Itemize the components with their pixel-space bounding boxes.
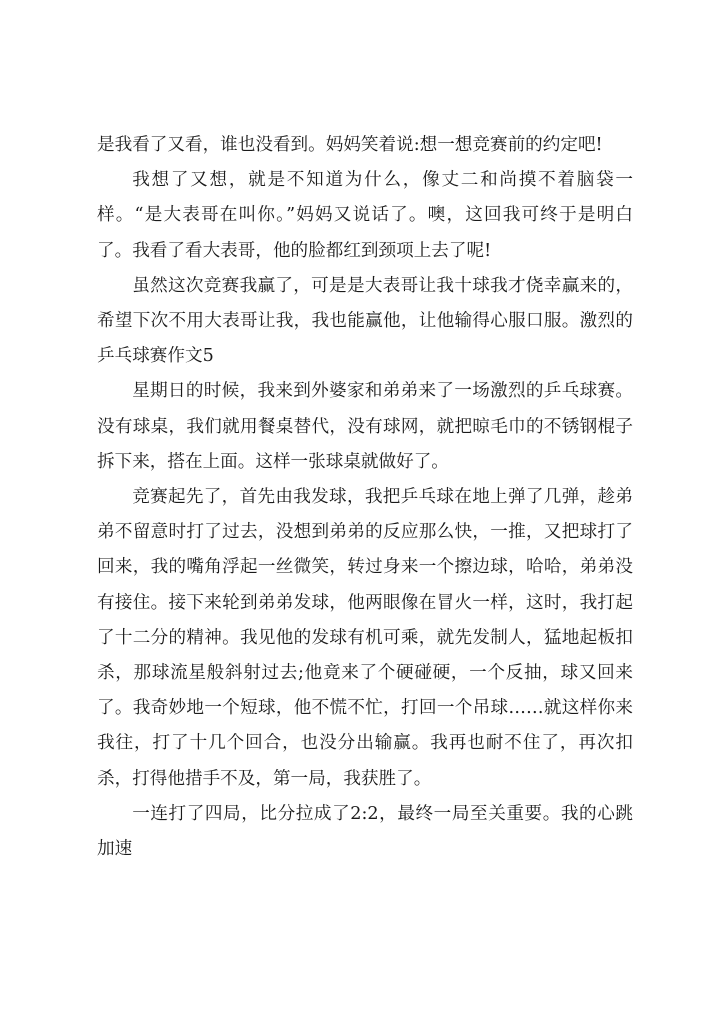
paragraph-3: 虽然这次竞赛我赢了，可是是大表哥让我十球我才侥幸赢来的，希望下次不用大表哥让我，我也能赢他，让他输得心服口服。激烈的乒乓球赛作文5 [97,275,633,367]
paragraph-1: 是我看了又看，谁也没看到。妈妈笑着说:想一想竞赛前的约定吧! [97,135,603,155]
paragraph-5: 竞赛起先了，首先由我发球，我把乒乓球在地上弹了几弹，趁弟弟不留意时打了过去，没想到弟弟的反应那么快，一推，又把球打了回来，我的嘴角浮起一丝微笑，转过身来一个擦边球，哈哈，弟弟没有接住。接下来轮到弟弟发球，他两眼像在冒火一样，这时，我打起了十二分的精神。我见他的发球有机可乘，就先发制人，猛地起板扣杀，那球流星般斜射过去;他竟来了个硬碰硬，一个反抽，球又回来了。我奇妙地一个短球，他不慌不忙，打回一个吊球……就这样你来我往，打了十几个回合，也没分出输赢。我再也耐不住了，再次扣杀，打得他措手不及，第一局，我获胜了。 [97,487,633,789]
paragraph-4: 星期日的时候，我来到外婆家和弟弟来了一场激烈的乒乓球赛。没有球桌，我们就用餐桌替代，没有球网，就把晾毛巾的不锈钢棍子拆下来，搭在上面。这样一张球桌就做好了。 [97,381,633,472]
paragraph-6: 一连打了四局，比分拉成了2:2，最终一局至关重要。我的心跳加速 [97,803,633,860]
article-body [97,128,633,867]
paragraph-2: 我想了又想，就是不知道为什么，像丈二和尚摸不着脑袋一样。“是大表哥在叫你。”妈妈又说话了。噢，这回我可终于是明白了。我看了看大表哥，他的脸都红到颈项上去了呢! [97,170,633,261]
